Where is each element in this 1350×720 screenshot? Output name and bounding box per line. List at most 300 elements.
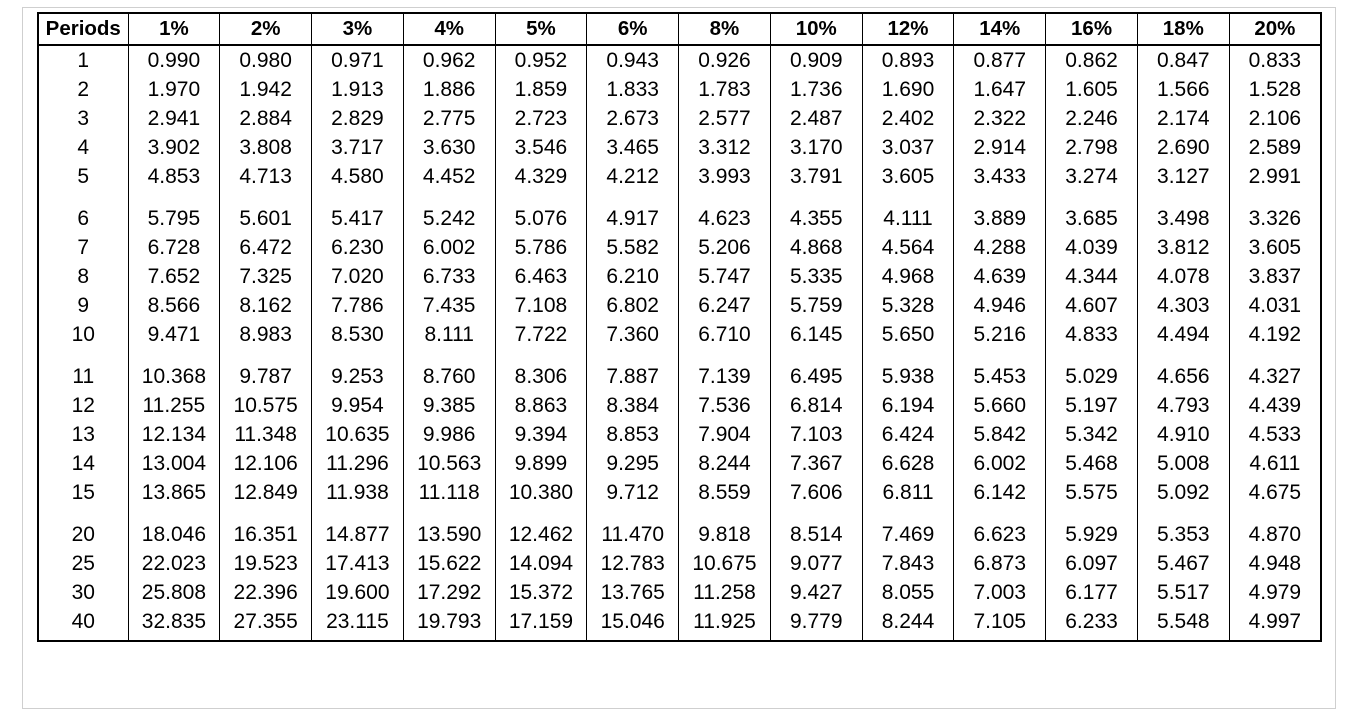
factor-cell: 0.943	[587, 45, 679, 75]
factor-cell: 2.914	[954, 133, 1046, 162]
factor-cell: 7.139	[679, 362, 771, 391]
factor-cell: 10.563	[403, 449, 495, 478]
table-row	[38, 233, 1321, 262]
factor-cell: 2.106	[1229, 104, 1321, 133]
period-cell: 30	[38, 578, 128, 607]
factor-cell: 3.127	[1137, 162, 1229, 191]
factor-cell: 6.247	[679, 291, 771, 320]
factor-cell: 11.938	[312, 478, 404, 507]
factor-cell: 8.559	[679, 478, 771, 507]
factor-cell: 4.910	[1137, 420, 1229, 449]
factor-cell: 11.296	[312, 449, 404, 478]
factor-cell: 3.993	[679, 162, 771, 191]
factor-cell: 0.847	[1137, 45, 1229, 75]
factor-cell: 7.020	[312, 262, 404, 291]
factor-cell: 9.253	[312, 362, 404, 391]
factor-cell: 4.853	[128, 162, 220, 191]
period-cell: 20	[38, 520, 128, 549]
factor-cell: 2.941	[128, 104, 220, 133]
factor-cell: 6.728	[128, 233, 220, 262]
factor-cell: 7.367	[770, 449, 862, 478]
factor-cell: 3.274	[1046, 162, 1138, 191]
factor-cell: 6.802	[587, 291, 679, 320]
factor-cell: 2.589	[1229, 133, 1321, 162]
factor-cell: 2.322	[954, 104, 1046, 133]
factor-cell: 4.607	[1046, 291, 1138, 320]
column-header-rate: 6%	[587, 13, 679, 45]
table-row	[38, 362, 1321, 391]
factor-cell: 2.690	[1137, 133, 1229, 162]
factor-cell: 11.470	[587, 520, 679, 549]
factor-cell: 14.877	[312, 520, 404, 549]
factor-cell: 19.793	[403, 607, 495, 641]
factor-cell: 4.303	[1137, 291, 1229, 320]
factor-cell: 12.106	[220, 449, 312, 478]
factor-cell: 9.385	[403, 391, 495, 420]
factor-cell: 3.498	[1137, 204, 1229, 233]
factor-cell: 22.396	[220, 578, 312, 607]
factor-cell: 4.868	[770, 233, 862, 262]
period-cell: 14	[38, 449, 128, 478]
factor-cell: 4.564	[862, 233, 954, 262]
factor-cell: 10.675	[679, 549, 771, 578]
factor-cell: 8.111	[403, 320, 495, 349]
table-row	[38, 578, 1321, 607]
factor-cell: 13.004	[128, 449, 220, 478]
factor-cell: 2.246	[1046, 104, 1138, 133]
period-cell: 2	[38, 75, 128, 104]
factor-cell: 8.244	[679, 449, 771, 478]
factor-cell: 7.887	[587, 362, 679, 391]
factor-cell: 4.192	[1229, 320, 1321, 349]
factor-cell: 0.893	[862, 45, 954, 75]
factor-cell: 11.258	[679, 578, 771, 607]
period-cell: 15	[38, 478, 128, 507]
factor-cell: 7.722	[495, 320, 587, 349]
factor-cell: 9.712	[587, 478, 679, 507]
factor-cell: 13.765	[587, 578, 679, 607]
factor-cell: 9.077	[770, 549, 862, 578]
column-header-rate: 16%	[1046, 13, 1138, 45]
factor-cell: 4.656	[1137, 362, 1229, 391]
factor-cell: 25.808	[128, 578, 220, 607]
factor-cell: 5.517	[1137, 578, 1229, 607]
factor-cell: 4.039	[1046, 233, 1138, 262]
factor-cell: 0.980	[220, 45, 312, 75]
factor-cell: 5.029	[1046, 362, 1138, 391]
table-row	[38, 549, 1321, 578]
column-header-rate: 1%	[128, 13, 220, 45]
factor-cell: 3.685	[1046, 204, 1138, 233]
factor-cell: 8.566	[128, 291, 220, 320]
period-cell: 7	[38, 233, 128, 262]
factor-cell: 11.118	[403, 478, 495, 507]
period-cell: 13	[38, 420, 128, 449]
factor-cell: 5.938	[862, 362, 954, 391]
period-cell: 6	[38, 204, 128, 233]
factor-cell: 4.833	[1046, 320, 1138, 349]
factor-cell: 7.003	[954, 578, 1046, 607]
factor-cell: 22.023	[128, 549, 220, 578]
factor-cell: 4.111	[862, 204, 954, 233]
table-row	[38, 449, 1321, 478]
table-row	[38, 420, 1321, 449]
factor-cell: 3.889	[954, 204, 1046, 233]
annuity-factor-table	[37, 12, 1322, 642]
factor-cell: 7.108	[495, 291, 587, 320]
factor-cell: 2.775	[403, 104, 495, 133]
factor-cell: 12.134	[128, 420, 220, 449]
factor-cell: 6.733	[403, 262, 495, 291]
factor-cell: 3.902	[128, 133, 220, 162]
factor-cell: 3.546	[495, 133, 587, 162]
column-header-rate: 14%	[954, 13, 1046, 45]
factor-cell: 4.533	[1229, 420, 1321, 449]
column-header-periods: Periods	[38, 13, 128, 45]
factor-cell: 1.605	[1046, 75, 1138, 104]
factor-cell: 4.327	[1229, 362, 1321, 391]
factor-cell: 1.647	[954, 75, 1046, 104]
factor-cell: 10.635	[312, 420, 404, 449]
factor-cell: 1.859	[495, 75, 587, 104]
factor-cell: 4.452	[403, 162, 495, 191]
period-cell: 11	[38, 362, 128, 391]
factor-cell: 11.255	[128, 391, 220, 420]
factor-cell: 8.983	[220, 320, 312, 349]
factor-cell: 4.623	[679, 204, 771, 233]
factor-cell: 4.494	[1137, 320, 1229, 349]
factor-cell: 9.394	[495, 420, 587, 449]
table-row	[38, 162, 1321, 191]
factor-cell: 4.580	[312, 162, 404, 191]
factor-cell: 8.853	[587, 420, 679, 449]
factor-cell: 19.523	[220, 549, 312, 578]
factor-cell: 3.837	[1229, 262, 1321, 291]
table-header	[38, 13, 1321, 45]
factor-cell: 6.177	[1046, 578, 1138, 607]
factor-cell: 4.870	[1229, 520, 1321, 549]
factor-cell: 5.582	[587, 233, 679, 262]
column-header-rate: 4%	[403, 13, 495, 45]
factor-cell: 1.736	[770, 75, 862, 104]
factor-cell: 7.325	[220, 262, 312, 291]
factor-cell: 7.786	[312, 291, 404, 320]
factor-cell: 4.031	[1229, 291, 1321, 320]
factor-cell: 17.413	[312, 549, 404, 578]
period-cell: 9	[38, 291, 128, 320]
factor-cell: 6.230	[312, 233, 404, 262]
factor-cell: 5.008	[1137, 449, 1229, 478]
factor-cell: 6.873	[954, 549, 1046, 578]
factor-cell: 1.783	[679, 75, 771, 104]
factor-cell: 13.590	[403, 520, 495, 549]
factor-cell: 2.723	[495, 104, 587, 133]
factor-cell: 8.055	[862, 578, 954, 607]
period-cell: 1	[38, 45, 128, 75]
factor-cell: 5.786	[495, 233, 587, 262]
period-cell: 40	[38, 607, 128, 641]
factor-cell: 6.002	[403, 233, 495, 262]
factor-cell: 3.326	[1229, 204, 1321, 233]
group-spacer	[38, 507, 1321, 520]
table-body	[38, 45, 1321, 641]
factor-cell: 0.909	[770, 45, 862, 75]
column-header-rate: 20%	[1229, 13, 1321, 45]
factor-cell: 13.865	[128, 478, 220, 507]
table-row	[38, 45, 1321, 75]
factor-cell: 7.652	[128, 262, 220, 291]
factor-cell: 5.417	[312, 204, 404, 233]
factor-cell: 7.904	[679, 420, 771, 449]
factor-cell: 12.783	[587, 549, 679, 578]
factor-cell: 2.829	[312, 104, 404, 133]
factor-cell: 5.468	[1046, 449, 1138, 478]
factor-cell: 32.835	[128, 607, 220, 641]
factor-cell: 1.528	[1229, 75, 1321, 104]
column-header-rate: 2%	[220, 13, 312, 45]
factor-cell: 6.811	[862, 478, 954, 507]
factor-cell: 7.435	[403, 291, 495, 320]
factor-cell: 5.076	[495, 204, 587, 233]
factor-cell: 7.105	[954, 607, 1046, 641]
factor-cell: 10.368	[128, 362, 220, 391]
factor-cell: 4.355	[770, 204, 862, 233]
factor-cell: 9.787	[220, 362, 312, 391]
factor-cell: 5.575	[1046, 478, 1138, 507]
factor-cell: 27.355	[220, 607, 312, 641]
factor-cell: 14.094	[495, 549, 587, 578]
factor-cell: 8.530	[312, 320, 404, 349]
factor-cell: 6.472	[220, 233, 312, 262]
factor-cell: 5.353	[1137, 520, 1229, 549]
factor-cell: 4.968	[862, 262, 954, 291]
factor-cell: 0.877	[954, 45, 1046, 75]
factor-cell: 11.925	[679, 607, 771, 641]
factor-cell: 8.514	[770, 520, 862, 549]
factor-cell: 8.384	[587, 391, 679, 420]
factor-cell: 17.292	[403, 578, 495, 607]
factor-cell: 9.471	[128, 320, 220, 349]
factor-cell: 16.351	[220, 520, 312, 549]
factor-cell: 3.605	[1229, 233, 1321, 262]
factor-cell: 5.795	[128, 204, 220, 233]
table-row	[38, 520, 1321, 549]
factor-cell: 5.842	[954, 420, 1046, 449]
table-row	[38, 478, 1321, 507]
factor-cell: 6.233	[1046, 607, 1138, 641]
factor-cell: 0.952	[495, 45, 587, 75]
factor-cell: 5.206	[679, 233, 771, 262]
table-row	[38, 391, 1321, 420]
factor-cell: 6.710	[679, 320, 771, 349]
factor-cell: 9.899	[495, 449, 587, 478]
factor-cell: 10.380	[495, 478, 587, 507]
factor-cell: 1.942	[220, 75, 312, 104]
factor-cell: 3.312	[679, 133, 771, 162]
table-row	[38, 104, 1321, 133]
table-row	[38, 607, 1321, 641]
table-row	[38, 133, 1321, 162]
factor-cell: 4.917	[587, 204, 679, 233]
factor-cell: 4.439	[1229, 391, 1321, 420]
factor-cell: 23.115	[312, 607, 404, 641]
header-row	[38, 13, 1321, 45]
table-row	[38, 291, 1321, 320]
factor-cell: 4.212	[587, 162, 679, 191]
factor-cell: 5.650	[862, 320, 954, 349]
column-header-rate: 18%	[1137, 13, 1229, 45]
factor-cell: 5.929	[1046, 520, 1138, 549]
factor-cell: 1.970	[128, 75, 220, 104]
period-cell: 25	[38, 549, 128, 578]
factor-cell: 17.159	[495, 607, 587, 641]
factor-cell: 5.759	[770, 291, 862, 320]
factor-cell: 1.913	[312, 75, 404, 104]
factor-cell: 6.495	[770, 362, 862, 391]
factor-cell: 3.717	[312, 133, 404, 162]
factor-cell: 4.793	[1137, 391, 1229, 420]
factor-cell: 5.328	[862, 291, 954, 320]
factor-cell: 18.046	[128, 520, 220, 549]
factor-cell: 8.863	[495, 391, 587, 420]
factor-cell: 2.402	[862, 104, 954, 133]
factor-cell: 4.713	[220, 162, 312, 191]
factor-cell: 3.630	[403, 133, 495, 162]
factor-cell: 4.948	[1229, 549, 1321, 578]
period-cell: 10	[38, 320, 128, 349]
factor-cell: 11.348	[220, 420, 312, 449]
factor-cell: 8.760	[403, 362, 495, 391]
factor-cell: 9.427	[770, 578, 862, 607]
factor-cell: 15.372	[495, 578, 587, 607]
table-row	[38, 320, 1321, 349]
factor-cell: 2.487	[770, 104, 862, 133]
factor-cell: 3.433	[954, 162, 1046, 191]
factor-cell: 15.046	[587, 607, 679, 641]
factor-cell: 5.342	[1046, 420, 1138, 449]
factor-cell: 9.295	[587, 449, 679, 478]
factor-cell: 5.453	[954, 362, 1046, 391]
period-cell: 5	[38, 162, 128, 191]
factor-cell: 0.971	[312, 45, 404, 75]
factor-cell: 7.843	[862, 549, 954, 578]
table-row	[38, 262, 1321, 291]
column-header-rate: 12%	[862, 13, 954, 45]
factor-cell: 5.747	[679, 262, 771, 291]
factor-cell: 5.335	[770, 262, 862, 291]
factor-cell: 19.600	[312, 578, 404, 607]
factor-cell: 6.145	[770, 320, 862, 349]
factor-cell: 4.344	[1046, 262, 1138, 291]
group-spacer	[38, 349, 1321, 362]
factor-cell: 5.216	[954, 320, 1046, 349]
factor-cell: 4.946	[954, 291, 1046, 320]
factor-cell: 6.814	[770, 391, 862, 420]
period-cell: 12	[38, 391, 128, 420]
column-header-rate: 3%	[312, 13, 404, 45]
factor-cell: 8.306	[495, 362, 587, 391]
factor-cell: 1.690	[862, 75, 954, 104]
factor-cell: 1.886	[403, 75, 495, 104]
factor-cell: 5.467	[1137, 549, 1229, 578]
factor-cell: 3.170	[770, 133, 862, 162]
factor-cell: 2.884	[220, 104, 312, 133]
factor-cell: 4.078	[1137, 262, 1229, 291]
factor-cell: 2.174	[1137, 104, 1229, 133]
factor-cell: 6.002	[954, 449, 1046, 478]
factor-cell: 6.097	[1046, 549, 1138, 578]
factor-cell: 5.660	[954, 391, 1046, 420]
factor-cell: 4.997	[1229, 607, 1321, 641]
factor-cell: 10.575	[220, 391, 312, 420]
factor-cell: 9.954	[312, 391, 404, 420]
period-cell: 4	[38, 133, 128, 162]
factor-cell: 6.623	[954, 520, 1046, 549]
factor-cell: 3.605	[862, 162, 954, 191]
column-header-rate: 5%	[495, 13, 587, 45]
factor-cell: 4.639	[954, 262, 1046, 291]
factor-cell: 9.818	[679, 520, 771, 549]
factor-cell: 8.244	[862, 607, 954, 641]
factor-cell: 4.979	[1229, 578, 1321, 607]
factor-cell: 4.329	[495, 162, 587, 191]
factor-cell: 0.926	[679, 45, 771, 75]
factor-cell: 6.463	[495, 262, 587, 291]
factor-cell: 4.675	[1229, 478, 1321, 507]
factor-cell: 2.798	[1046, 133, 1138, 162]
factor-cell: 7.103	[770, 420, 862, 449]
factor-cell: 5.242	[403, 204, 495, 233]
factor-cell: 3.465	[587, 133, 679, 162]
factor-cell: 6.210	[587, 262, 679, 291]
factor-cell: 1.566	[1137, 75, 1229, 104]
factor-cell: 7.469	[862, 520, 954, 549]
table-row	[38, 75, 1321, 104]
factor-cell: 3.791	[770, 162, 862, 191]
factor-cell: 12.462	[495, 520, 587, 549]
column-header-rate: 10%	[770, 13, 862, 45]
factor-cell: 5.548	[1137, 607, 1229, 641]
factor-cell: 9.779	[770, 607, 862, 641]
factor-cell: 0.862	[1046, 45, 1138, 75]
factor-cell: 3.812	[1137, 233, 1229, 262]
factor-cell: 0.990	[128, 45, 220, 75]
group-spacer	[38, 191, 1321, 204]
factor-cell: 3.037	[862, 133, 954, 162]
factor-cell: 9.986	[403, 420, 495, 449]
factor-cell: 4.611	[1229, 449, 1321, 478]
factor-cell: 7.536	[679, 391, 771, 420]
factor-cell: 1.833	[587, 75, 679, 104]
factor-cell: 2.577	[679, 104, 771, 133]
factor-cell: 7.360	[587, 320, 679, 349]
factor-cell: 8.162	[220, 291, 312, 320]
factor-cell: 5.197	[1046, 391, 1138, 420]
factor-cell: 7.606	[770, 478, 862, 507]
factor-cell: 6.194	[862, 391, 954, 420]
column-header-rate: 8%	[679, 13, 771, 45]
factor-cell: 2.991	[1229, 162, 1321, 191]
factor-cell: 6.628	[862, 449, 954, 478]
factor-cell: 5.092	[1137, 478, 1229, 507]
table-row	[38, 204, 1321, 233]
factor-cell: 4.288	[954, 233, 1046, 262]
period-cell: 8	[38, 262, 128, 291]
factor-cell: 0.962	[403, 45, 495, 75]
factor-cell: 2.673	[587, 104, 679, 133]
factor-cell: 3.808	[220, 133, 312, 162]
factor-cell: 6.424	[862, 420, 954, 449]
